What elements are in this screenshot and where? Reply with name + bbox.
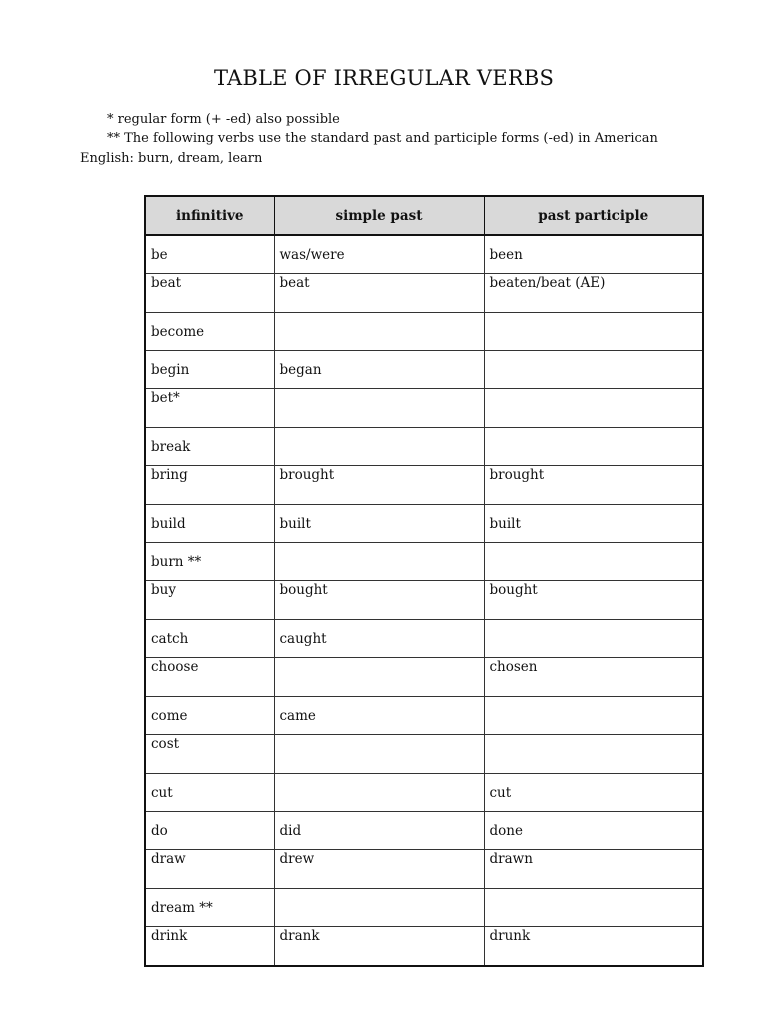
table-row [145, 889, 703, 927]
past-participle-cell [484, 697, 703, 735]
table-body [145, 235, 703, 966]
past-participle-cell: bought [484, 581, 703, 620]
column-header-infinitive: infinitive [145, 196, 274, 235]
table-row [145, 235, 703, 274]
table-row [145, 274, 703, 313]
infinitive-cell: beat [145, 274, 274, 313]
infinitive-cell: begin [145, 351, 274, 389]
infinitive-cell: cost [145, 735, 274, 774]
infinitive-cell: become [145, 313, 274, 351]
past-participle-cell [484, 313, 703, 351]
simple-past-cell [274, 735, 484, 774]
infinitive-cell: be [145, 235, 274, 274]
table-row [145, 658, 703, 697]
past-participle-cell: beaten/beat (AE) [484, 274, 703, 313]
simple-past-cell: brought [274, 466, 484, 505]
note-american-english-continued: English: burn, dream, learn [80, 151, 263, 166]
note-regular-form: * regular form (+ -ed) also possible [107, 112, 340, 127]
past-participle-cell: built [484, 505, 703, 543]
table-row [145, 850, 703, 889]
infinitive-cell: catch [145, 620, 274, 658]
simple-past-cell: was/were [274, 235, 484, 274]
past-participle-cell: cut [484, 774, 703, 812]
past-participle-cell: chosen [484, 658, 703, 697]
table-header-row [145, 196, 703, 235]
infinitive-cell: cut [145, 774, 274, 812]
note-american-english: ** The following verbs use the standard past and participle forms (-ed) in American [107, 131, 658, 146]
simple-past-cell [274, 543, 484, 581]
past-participle-cell [484, 351, 703, 389]
simple-past-cell: beat [274, 274, 484, 313]
irregular-verbs-table [144, 195, 704, 967]
simple-past-cell: began [274, 351, 484, 389]
table-row [145, 697, 703, 735]
column-header-past-participle: past participle [484, 196, 703, 235]
infinitive-cell: come [145, 697, 274, 735]
past-participle-cell: drawn [484, 850, 703, 889]
simple-past-cell: drew [274, 850, 484, 889]
infinitive-cell: buy [145, 581, 274, 620]
simple-past-cell: built [274, 505, 484, 543]
table-row [145, 428, 703, 466]
infinitive-cell: bring [145, 466, 274, 505]
past-participle-cell [484, 543, 703, 581]
simple-past-cell: bought [274, 581, 484, 620]
table-row [145, 927, 703, 967]
infinitive-cell: drink [145, 927, 274, 967]
past-participle-cell [484, 428, 703, 466]
past-participle-cell: done [484, 812, 703, 850]
table-row [145, 774, 703, 812]
infinitive-cell: dream ** [145, 889, 274, 927]
past-participle-cell [484, 889, 703, 927]
infinitive-cell: do [145, 812, 274, 850]
table-row [145, 389, 703, 428]
infinitive-cell: bet* [145, 389, 274, 428]
simple-past-cell [274, 313, 484, 351]
table-row [145, 505, 703, 543]
past-participle-cell: brought [484, 466, 703, 505]
infinitive-cell: break [145, 428, 274, 466]
simple-past-cell [274, 389, 484, 428]
simple-past-cell: caught [274, 620, 484, 658]
table-row [145, 543, 703, 581]
past-participle-cell [484, 735, 703, 774]
past-participle-cell: been [484, 235, 703, 274]
column-header-simple-past: simple past [274, 196, 484, 235]
page-title: TABLE OF IRREGULAR VERBS [213, 66, 555, 90]
table-row [145, 735, 703, 774]
simple-past-cell: drank [274, 927, 484, 967]
table-row [145, 351, 703, 389]
past-participle-cell [484, 389, 703, 428]
table-row [145, 466, 703, 505]
infinitive-cell: choose [145, 658, 274, 697]
table-row [145, 581, 703, 620]
infinitive-cell: burn ** [145, 543, 274, 581]
simple-past-cell [274, 658, 484, 697]
infinitive-cell: draw [145, 850, 274, 889]
simple-past-cell: came [274, 697, 484, 735]
simple-past-cell: did [274, 812, 484, 850]
simple-past-cell [274, 889, 484, 927]
table-row [145, 313, 703, 351]
table-row [145, 812, 703, 850]
past-participle-cell: drunk [484, 927, 703, 967]
simple-past-cell [274, 774, 484, 812]
table-row [145, 620, 703, 658]
past-participle-cell [484, 620, 703, 658]
infinitive-cell: build [145, 505, 274, 543]
simple-past-cell [274, 428, 484, 466]
